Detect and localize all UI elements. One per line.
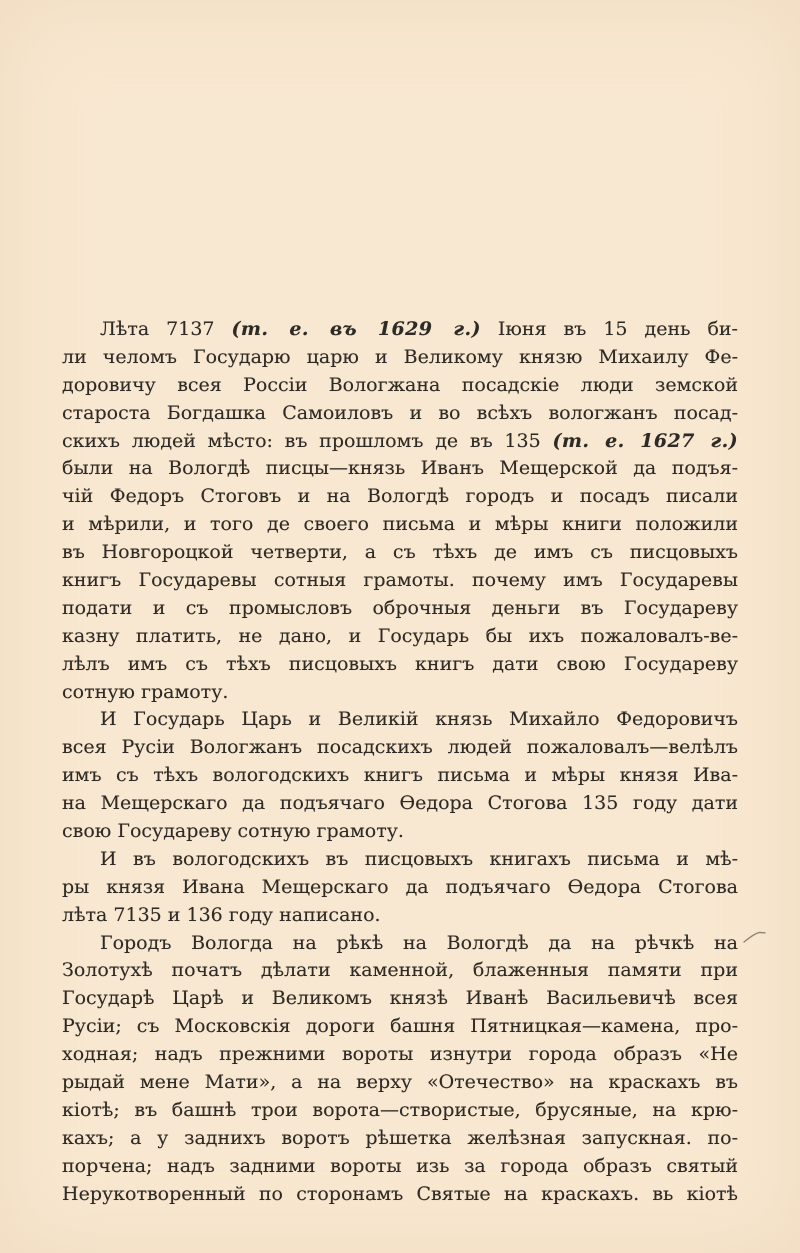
text-segment: Нерукотворенный по сторонамъ Святые на краскахъ. вь кіотѣ bbox=[62, 1182, 738, 1205]
text-segment: Государѣ Царѣ и Великомъ князѣ Иванѣ Васильевичѣ всея bbox=[62, 987, 738, 1010]
text-line bbox=[62, 930, 738, 958]
text-line bbox=[62, 762, 738, 790]
text-segment: И Государь Царь и Великій князь Михайло Федоровичъ bbox=[100, 708, 738, 731]
text-line bbox=[62, 511, 738, 539]
text-line bbox=[62, 428, 738, 456]
text-line bbox=[62, 1125, 738, 1153]
text-line bbox=[62, 818, 738, 846]
text-segment: Іюня въ 15 день би- bbox=[480, 318, 738, 340]
text-line bbox=[62, 344, 738, 372]
text-line bbox=[62, 400, 738, 428]
text-line bbox=[62, 623, 738, 651]
text-segment: книгъ Государевы сотныя грамоты. почему имъ Государевы bbox=[62, 569, 738, 592]
paragraph bbox=[62, 846, 738, 930]
text-line bbox=[62, 957, 738, 985]
text-segment: лѣлъ имъ съ тѣхъ писцовыхъ книгъ дати свою Государеву bbox=[62, 652, 738, 675]
text-line bbox=[62, 455, 738, 483]
text-segment: рыдай мене Мати», а на верху «Отечество» на краскахъ въ bbox=[62, 1071, 738, 1094]
text-line bbox=[62, 483, 738, 511]
text-segment: и мѣрили, и того де своего письма и мѣры книги положили bbox=[62, 513, 738, 536]
text-line bbox=[62, 734, 738, 762]
paragraph bbox=[62, 316, 738, 706]
page-text bbox=[62, 316, 738, 1209]
text-line bbox=[62, 539, 738, 567]
text-segment: Городъ Вологда на рѣкѣ на Вологдѣ да на рѣчкѣ на bbox=[100, 931, 738, 954]
text-segment: всея Русіи Вологжанъ посадскихъ людей пожаловалъ—велѣлъ bbox=[62, 736, 738, 759]
text-line bbox=[62, 372, 738, 400]
text-segment: Золотухѣ початъ дѣлати каменной, блаженныя памяти при bbox=[62, 959, 738, 982]
text-segment: сотную грамоту. bbox=[62, 680, 229, 703]
text-line bbox=[62, 846, 738, 874]
text-line bbox=[62, 1069, 738, 1097]
text-line bbox=[62, 651, 738, 679]
text-segment: чій Федоръ Стоговъ и на Вологдѣ городъ и посадъ писали bbox=[62, 485, 738, 508]
text-line bbox=[62, 874, 738, 902]
text-segment: на Мещерскаго да подъячаго Ѳедора Стогова 135 году дати bbox=[62, 792, 738, 815]
text-line bbox=[62, 316, 738, 344]
text-line bbox=[62, 1041, 738, 1069]
text-line bbox=[62, 1013, 738, 1041]
text-line bbox=[62, 595, 738, 623]
text-line bbox=[62, 790, 738, 818]
text-segment: были на Вологдѣ писцы—князь Иванъ Мещерской да подъя- bbox=[62, 457, 738, 480]
text-segment: Русіи; съ Московскія дороги башня Пятницкая—камена, про- bbox=[62, 1015, 738, 1038]
text-segment: въ Новгороцкой четверти, а съ тѣхъ де имъ съ писцовыхъ bbox=[62, 541, 738, 564]
text-segment: ли челомъ Государю царю и Великому князю Михаилу Фе- bbox=[62, 345, 738, 368]
text-line bbox=[62, 679, 738, 707]
text-segment: порчена; надъ задними вороты изь за города образъ святый bbox=[62, 1154, 738, 1177]
text-line bbox=[62, 1097, 738, 1125]
text-segment: лѣта 7135 и 136 году написано. bbox=[62, 903, 381, 926]
text-segment: Лѣта 7137 bbox=[100, 318, 232, 340]
text-segment: доровичу всея Россіи Вологжана посадскіе люди земской bbox=[62, 373, 738, 396]
text-segment: ры князя Ивана Мещерскаго да подъячаго Ѳедора Стогова bbox=[62, 875, 738, 898]
text-line bbox=[62, 567, 738, 595]
text-line bbox=[62, 985, 738, 1013]
text-line bbox=[62, 902, 738, 930]
paragraph bbox=[62, 706, 738, 845]
text-segment: имъ съ тѣхъ вологодскихъ книгъ письма и мѣры князя Ива- bbox=[62, 764, 738, 787]
margin-pen-mark bbox=[742, 929, 768, 947]
text-segment: ходная; надъ прежними вороты изнутри города образъ «Не bbox=[62, 1043, 738, 1066]
inline-emphasis: (т. е. въ 1629 г.) bbox=[231, 318, 481, 340]
inline-emphasis: (т. е. 1627 г.) bbox=[552, 429, 738, 452]
text-segment: подати и съ промысловъ оброчныя деньги въ Государеву bbox=[62, 596, 738, 619]
text-line bbox=[62, 706, 738, 734]
text-line bbox=[62, 1181, 738, 1209]
text-segment: кіотѣ; въ башнѣ трои ворота—створистые, брусяные, на крю- bbox=[62, 1098, 738, 1121]
text-segment: свою Государеву сотную грамоту. bbox=[62, 820, 404, 843]
text-segment: староста Богдашка Самоиловъ и во всѣхъ вологжанъ посад- bbox=[62, 401, 738, 424]
text-line bbox=[62, 1153, 738, 1181]
text-segment: казну платить, не дано, и Государь бы ихъ пожаловалъ-ве- bbox=[62, 624, 738, 647]
paragraph bbox=[62, 930, 738, 1209]
text-segment: кахъ; а у заднихъ воротъ рѣшетка желѣзная запускная. по- bbox=[62, 1126, 738, 1149]
text-segment: И въ вологодскихъ въ писцовыхъ книгахъ письма и мѣ- bbox=[100, 847, 738, 870]
text-segment: скихъ людей мѣсто: въ прошломъ де въ 135 bbox=[62, 429, 553, 452]
